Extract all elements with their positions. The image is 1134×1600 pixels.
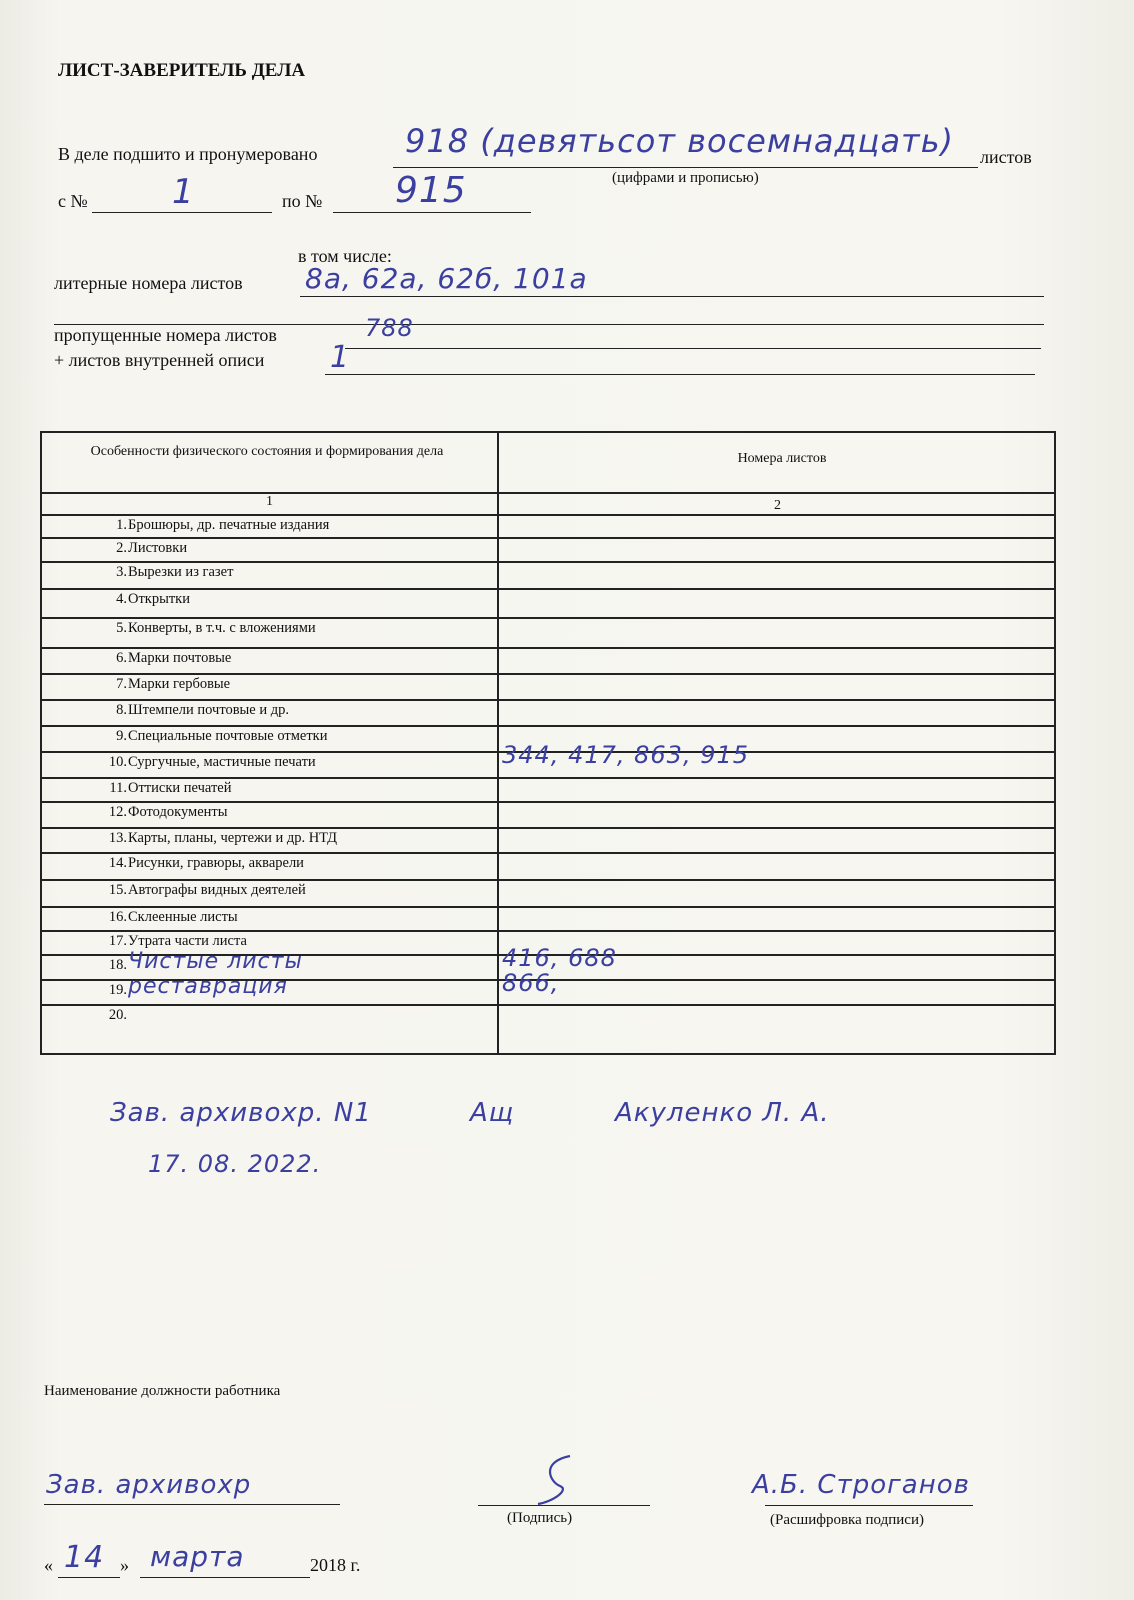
table-row-divider xyxy=(42,879,1054,881)
row-label: Открытки xyxy=(128,591,190,607)
row-number: 18. xyxy=(108,957,127,973)
row-number: 1. xyxy=(116,517,127,533)
row-label: Конверты, в т.ч. с вложениями xyxy=(128,620,316,636)
row-label: Оттиски печатей xyxy=(128,780,232,796)
row-sheet-numbers: 416, 688 xyxy=(502,944,617,972)
row-number: 2. xyxy=(116,540,127,556)
row-label: Марки гербовые xyxy=(128,676,231,692)
note-signature: Ащ xyxy=(470,1098,515,1128)
row-label: Фотодокументы xyxy=(128,804,228,820)
row-label: Марки почтовые xyxy=(128,650,232,666)
letter-label: литерные номера листов xyxy=(54,273,243,293)
date-close-quote: » xyxy=(120,1555,129,1575)
inner-label: + листов внутренней описи xyxy=(54,350,265,370)
day-underline xyxy=(58,1577,120,1578)
from-value: 1 xyxy=(172,172,195,212)
row-label: Листовки xyxy=(128,540,188,556)
row-label: Автографы видных деятелей xyxy=(128,882,306,898)
to-value: 915 xyxy=(395,170,467,211)
row-number: 14. xyxy=(108,855,127,871)
row-label: Сургучные, мастичные печати xyxy=(128,754,316,770)
header-divider xyxy=(42,492,1054,494)
row-label: Склеенные листы xyxy=(128,909,238,925)
row-number: 7. xyxy=(116,676,127,692)
signature-mark xyxy=(530,1452,590,1508)
row-number: 15. xyxy=(108,882,127,898)
table-row-divider xyxy=(42,801,1054,803)
sheets-word: листов xyxy=(980,147,1032,167)
inner-value: 1 xyxy=(330,340,351,375)
row-number: 20. xyxy=(108,1007,127,1023)
position-label: Наименование должности работника xyxy=(44,1383,281,1399)
col1-header: Особенности физического состояния и формирования дела xyxy=(90,444,444,459)
row-number: 6. xyxy=(116,650,127,666)
row-label: Чистые листы xyxy=(128,949,303,974)
including-label: в том числе: xyxy=(298,246,392,266)
table-row-divider xyxy=(42,777,1054,779)
note-date: 17. 08. 2022. xyxy=(148,1150,322,1178)
table-row-divider xyxy=(42,588,1054,590)
date-open-quote: « xyxy=(44,1555,53,1575)
decode-underline xyxy=(765,1505,973,1506)
condition-table xyxy=(40,431,1056,1055)
table-row-divider xyxy=(42,930,1054,932)
table-row-divider xyxy=(42,1004,1054,1006)
document-title: ЛИСТ-ЗАВЕРИТЕЛЬ ДЕЛА xyxy=(58,60,306,81)
row-number: 3. xyxy=(116,564,127,580)
row-number: 16. xyxy=(108,909,127,925)
table-row-divider xyxy=(42,561,1054,563)
row-label: Специальные почтовые отметки xyxy=(128,728,328,744)
missing-label: пропущенные номера листов xyxy=(54,325,277,345)
filed-value: 918 (девятьсот восемнадцать) xyxy=(405,122,955,160)
row-label: реставрация xyxy=(128,974,288,999)
position-underline xyxy=(44,1504,340,1505)
signature-label: (Подпись) xyxy=(507,1510,573,1526)
from-underline xyxy=(92,212,272,213)
row-number: 19. xyxy=(108,982,127,998)
row-number: 9. xyxy=(116,728,127,744)
month-underline xyxy=(140,1577,310,1578)
col1-number: 1 xyxy=(266,494,273,509)
row-number: 10. xyxy=(108,754,127,770)
row-label: Штемпели почтовые и др. xyxy=(128,702,290,718)
note-position: Зав. архивохр. N1 xyxy=(110,1098,372,1128)
filed-label: В деле подшито и пронумеровано xyxy=(58,144,318,164)
table-row-divider xyxy=(42,906,1054,908)
row-label: Карты, планы, чертежи и др. НТД xyxy=(128,830,338,846)
row-label: Вырезки из газет xyxy=(128,564,234,580)
table-column-divider xyxy=(497,433,499,1053)
day-value: 14 xyxy=(64,1540,105,1575)
table-row-divider xyxy=(42,725,1054,727)
row-number: 5. xyxy=(116,620,127,636)
table-row-divider xyxy=(42,514,1054,516)
inner-underline xyxy=(325,374,1035,375)
note-name: Акуленко Л. А. xyxy=(615,1098,830,1128)
decode-label: (Расшифровка подписи) xyxy=(770,1512,924,1528)
missing-underline xyxy=(345,348,1041,349)
from-label: с № xyxy=(58,191,88,211)
row-label: Брошюры, др. печатные издания xyxy=(128,517,330,533)
row-number: 13. xyxy=(108,830,127,846)
to-label: по № xyxy=(282,191,323,211)
letter-value: 8а, 62а, 62б, 101а xyxy=(305,262,588,295)
table-row-divider xyxy=(42,852,1054,854)
row-sheet-numbers: 866, xyxy=(502,969,560,997)
table-row-divider xyxy=(42,699,1054,701)
missing-value: 788 xyxy=(365,314,414,342)
hint-text: (цифрами и прописью) xyxy=(612,170,759,186)
row-label: Утрата части листа xyxy=(128,933,247,949)
row-number: 11. xyxy=(109,780,127,796)
row-sheet-numbers: 344, 417, 863, 915 xyxy=(502,741,750,769)
col2-number: 2 xyxy=(774,498,781,513)
row-label: Рисунки, гравюры, акварели xyxy=(128,855,304,871)
to-underline xyxy=(333,212,531,213)
col2-header: Номера листов xyxy=(737,451,827,466)
row-number: 12. xyxy=(108,804,127,820)
filed-underline xyxy=(393,167,978,168)
table-row-divider xyxy=(42,647,1054,649)
table-row-divider xyxy=(42,827,1054,829)
table-row-divider xyxy=(42,617,1054,619)
month-value: марта xyxy=(150,1540,245,1573)
row-number: 17. xyxy=(108,933,127,949)
row-number: 4. xyxy=(116,591,127,607)
decode-value: А.Б. Строганов xyxy=(752,1470,970,1500)
table-row-divider xyxy=(42,537,1054,539)
row-number: 8. xyxy=(116,702,127,718)
position-value: Зав. архивохр xyxy=(46,1470,252,1500)
letter-underline xyxy=(300,296,1044,297)
year-text: 2018 г. xyxy=(310,1555,361,1575)
table-row-divider xyxy=(42,673,1054,675)
